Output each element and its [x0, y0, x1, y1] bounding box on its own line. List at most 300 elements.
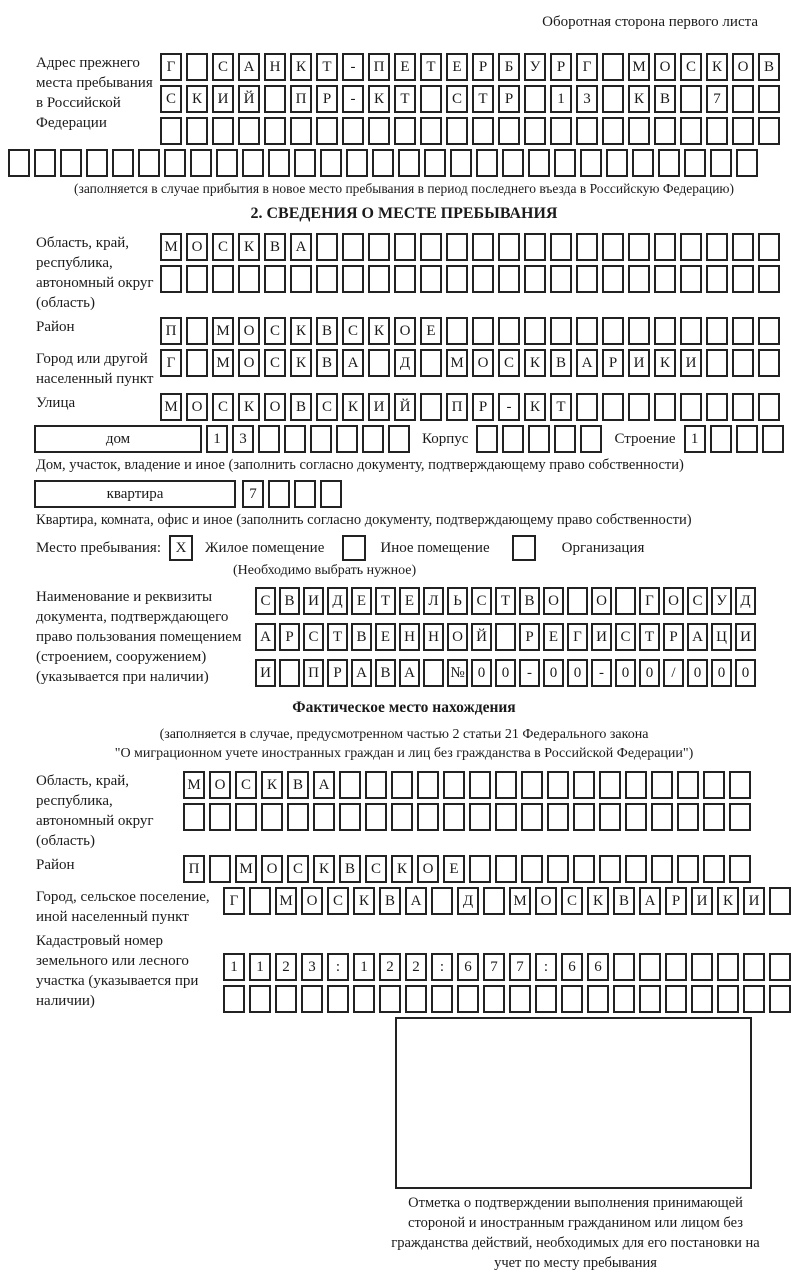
char-box[interactable]: К: [391, 855, 413, 883]
char-box[interactable]: [238, 265, 260, 293]
char-box[interactable]: Е: [443, 855, 465, 883]
char-box[interactable]: О: [238, 349, 260, 377]
char-box[interactable]: [423, 659, 444, 687]
char-box[interactable]: 0: [471, 659, 492, 687]
char-box[interactable]: О: [663, 587, 684, 615]
char-box[interactable]: [339, 803, 361, 831]
char-box[interactable]: [483, 887, 505, 915]
char-box[interactable]: О: [209, 771, 231, 799]
char-box[interactable]: [706, 349, 728, 377]
char-box[interactable]: [758, 349, 780, 377]
char-box[interactable]: И: [368, 393, 390, 421]
char-box[interactable]: М: [235, 855, 257, 883]
char-box[interactable]: К: [290, 53, 312, 81]
char-box[interactable]: О: [238, 317, 260, 345]
char-box[interactable]: [160, 265, 182, 293]
char-box[interactable]: С: [687, 587, 708, 615]
char-box[interactable]: [654, 233, 676, 261]
char-box[interactable]: [316, 265, 338, 293]
char-box[interactable]: 0: [543, 659, 564, 687]
char-box[interactable]: [654, 317, 676, 345]
char-box[interactable]: [547, 803, 569, 831]
char-box[interactable]: [216, 149, 238, 177]
char-box[interactable]: Т: [472, 85, 494, 113]
char-box[interactable]: 2: [379, 953, 401, 981]
char-box[interactable]: К: [628, 85, 650, 113]
char-box[interactable]: П: [183, 855, 205, 883]
char-box[interactable]: [758, 317, 780, 345]
char-box[interactable]: [580, 425, 602, 453]
char-box[interactable]: И: [743, 887, 765, 915]
char-box[interactable]: [573, 803, 595, 831]
char-box[interactable]: [34, 149, 56, 177]
char-box[interactable]: К: [368, 85, 390, 113]
char-box[interactable]: [268, 149, 290, 177]
char-box[interactable]: К: [717, 887, 739, 915]
char-box[interactable]: В: [264, 233, 286, 261]
char-box[interactable]: [654, 117, 676, 145]
char-box[interactable]: [446, 117, 468, 145]
char-box[interactable]: [677, 855, 699, 883]
char-box[interactable]: К: [342, 393, 364, 421]
char-box[interactable]: [365, 803, 387, 831]
char-box[interactable]: В: [375, 659, 396, 687]
char-box[interactable]: К: [706, 53, 728, 81]
char-box[interactable]: Л: [423, 587, 444, 615]
char-box[interactable]: 3: [301, 953, 323, 981]
char-box[interactable]: №: [447, 659, 468, 687]
char-box[interactable]: [420, 349, 442, 377]
char-box[interactable]: С: [561, 887, 583, 915]
char-box[interactable]: 0: [711, 659, 732, 687]
char-box[interactable]: К: [313, 855, 335, 883]
char-box[interactable]: [320, 149, 342, 177]
char-box[interactable]: М: [275, 887, 297, 915]
char-box[interactable]: [547, 771, 569, 799]
char-box[interactable]: О: [186, 393, 208, 421]
char-box[interactable]: О: [417, 855, 439, 883]
char-box[interactable]: [495, 803, 517, 831]
char-box[interactable]: [691, 985, 713, 1013]
char-box[interactable]: [372, 149, 394, 177]
char-box[interactable]: К: [290, 349, 312, 377]
char-box[interactable]: [394, 265, 416, 293]
char-box[interactable]: А: [405, 887, 427, 915]
char-box[interactable]: [732, 117, 754, 145]
char-box[interactable]: [264, 117, 286, 145]
char-box[interactable]: С: [287, 855, 309, 883]
char-box[interactable]: П: [160, 317, 182, 345]
char-box[interactable]: [524, 233, 546, 261]
char-box[interactable]: 3: [232, 425, 254, 453]
char-box[interactable]: [651, 803, 673, 831]
char-box[interactable]: С: [327, 887, 349, 915]
char-box[interactable]: М: [446, 349, 468, 377]
char-box[interactable]: 0: [735, 659, 756, 687]
char-box[interactable]: [379, 985, 401, 1013]
char-box[interactable]: [388, 425, 410, 453]
char-box[interactable]: [528, 149, 550, 177]
char-box[interactable]: 0: [615, 659, 636, 687]
char-box[interactable]: [729, 855, 751, 883]
char-box[interactable]: -: [342, 85, 364, 113]
char-box[interactable]: Е: [420, 317, 442, 345]
char-box[interactable]: [391, 771, 413, 799]
char-box[interactable]: [758, 233, 780, 261]
checkbox-other-premises[interactable]: [342, 535, 366, 561]
char-box[interactable]: -: [342, 53, 364, 81]
char-box[interactable]: Н: [264, 53, 286, 81]
char-box[interactable]: С: [235, 771, 257, 799]
char-box[interactable]: [258, 425, 280, 453]
char-box[interactable]: [424, 149, 446, 177]
char-box[interactable]: [639, 953, 661, 981]
char-box[interactable]: [472, 233, 494, 261]
char-box[interactable]: -: [519, 659, 540, 687]
char-box[interactable]: [183, 803, 205, 831]
char-box[interactable]: У: [711, 587, 732, 615]
char-box[interactable]: [457, 985, 479, 1013]
char-box[interactable]: Ц: [711, 623, 732, 651]
char-box[interactable]: С: [264, 317, 286, 345]
char-box[interactable]: [353, 985, 375, 1013]
char-box[interactable]: [212, 117, 234, 145]
char-box[interactable]: [706, 117, 728, 145]
char-box[interactable]: [476, 149, 498, 177]
char-box[interactable]: 1: [249, 953, 271, 981]
char-box[interactable]: В: [758, 53, 780, 81]
char-box[interactable]: [717, 953, 739, 981]
char-box[interactable]: А: [290, 233, 312, 261]
char-box[interactable]: П: [368, 53, 390, 81]
char-box[interactable]: [706, 393, 728, 421]
char-box[interactable]: [443, 771, 465, 799]
char-box[interactable]: [431, 887, 453, 915]
char-box[interactable]: В: [316, 349, 338, 377]
char-box[interactable]: [602, 53, 624, 81]
char-box[interactable]: М: [509, 887, 531, 915]
char-box[interactable]: [769, 953, 791, 981]
char-box[interactable]: [368, 349, 390, 377]
char-box[interactable]: [625, 803, 647, 831]
char-box[interactable]: [628, 265, 650, 293]
char-box[interactable]: В: [550, 349, 572, 377]
char-box[interactable]: [294, 149, 316, 177]
char-box[interactable]: С: [365, 855, 387, 883]
char-box[interactable]: [602, 233, 624, 261]
char-box[interactable]: О: [543, 587, 564, 615]
char-box[interactable]: [498, 233, 520, 261]
char-box[interactable]: :: [327, 953, 349, 981]
char-box[interactable]: К: [524, 349, 546, 377]
char-box[interactable]: Й: [471, 623, 492, 651]
char-box[interactable]: О: [472, 349, 494, 377]
char-box[interactable]: [301, 985, 323, 1013]
char-box[interactable]: [495, 623, 516, 651]
char-box[interactable]: Г: [567, 623, 588, 651]
char-box[interactable]: [665, 953, 687, 981]
char-box[interactable]: :: [431, 953, 453, 981]
char-box[interactable]: [472, 265, 494, 293]
char-box[interactable]: Е: [394, 53, 416, 81]
char-box[interactable]: Т: [420, 53, 442, 81]
char-box[interactable]: [420, 393, 442, 421]
char-box[interactable]: Р: [663, 623, 684, 651]
char-box[interactable]: М: [160, 233, 182, 261]
char-box[interactable]: И: [628, 349, 650, 377]
char-box[interactable]: [186, 117, 208, 145]
char-box[interactable]: В: [519, 587, 540, 615]
char-box[interactable]: [706, 233, 728, 261]
house-type-box[interactable]: дом: [34, 425, 202, 453]
char-box[interactable]: [654, 393, 676, 421]
char-box[interactable]: [342, 265, 364, 293]
char-box[interactable]: [212, 265, 234, 293]
char-box[interactable]: [368, 265, 390, 293]
char-box[interactable]: [587, 985, 609, 1013]
char-box[interactable]: [186, 349, 208, 377]
char-box[interactable]: А: [351, 659, 372, 687]
char-box[interactable]: Р: [602, 349, 624, 377]
char-box[interactable]: [290, 117, 312, 145]
char-box[interactable]: Г: [639, 587, 660, 615]
char-box[interactable]: -: [591, 659, 612, 687]
char-box[interactable]: [362, 425, 384, 453]
char-box[interactable]: [606, 149, 628, 177]
char-box[interactable]: И: [591, 623, 612, 651]
char-box[interactable]: [736, 425, 758, 453]
char-box[interactable]: [576, 117, 598, 145]
char-box[interactable]: [743, 985, 765, 1013]
char-box[interactable]: Д: [457, 887, 479, 915]
char-box[interactable]: 0: [495, 659, 516, 687]
char-box[interactable]: [264, 85, 286, 113]
char-box[interactable]: [561, 985, 583, 1013]
checkbox-residential[interactable]: X: [169, 535, 193, 561]
char-box[interactable]: [524, 85, 546, 113]
char-box[interactable]: [365, 771, 387, 799]
char-box[interactable]: [405, 985, 427, 1013]
char-box[interactable]: [550, 233, 572, 261]
char-box[interactable]: [599, 803, 621, 831]
char-box[interactable]: [550, 117, 572, 145]
char-box[interactable]: [758, 393, 780, 421]
char-box[interactable]: [628, 317, 650, 345]
char-box[interactable]: 0: [639, 659, 660, 687]
char-box[interactable]: [710, 425, 732, 453]
char-box[interactable]: Т: [327, 623, 348, 651]
char-box[interactable]: [502, 149, 524, 177]
char-box[interactable]: В: [287, 771, 309, 799]
char-box[interactable]: Р: [316, 85, 338, 113]
char-box[interactable]: [658, 149, 680, 177]
char-box[interactable]: К: [524, 393, 546, 421]
char-box[interactable]: С: [342, 317, 364, 345]
char-box[interactable]: [625, 771, 647, 799]
char-box[interactable]: С: [680, 53, 702, 81]
char-box[interactable]: 7: [706, 85, 728, 113]
char-box[interactable]: [680, 117, 702, 145]
char-box[interactable]: [483, 985, 505, 1013]
char-box[interactable]: 1: [550, 85, 572, 113]
char-box[interactable]: Ь: [447, 587, 468, 615]
char-box[interactable]: [249, 985, 271, 1013]
char-box[interactable]: Е: [543, 623, 564, 651]
char-box[interactable]: [417, 771, 439, 799]
char-box[interactable]: [769, 887, 791, 915]
char-box[interactable]: К: [238, 233, 260, 261]
char-box[interactable]: О: [654, 53, 676, 81]
char-box[interactable]: [639, 985, 661, 1013]
char-box[interactable]: [268, 480, 290, 508]
char-box[interactable]: [680, 265, 702, 293]
char-box[interactable]: [769, 985, 791, 1013]
char-box[interactable]: С: [212, 53, 234, 81]
char-box[interactable]: [613, 985, 635, 1013]
char-box[interactable]: [576, 233, 598, 261]
char-box[interactable]: [417, 803, 439, 831]
char-box[interactable]: [717, 985, 739, 1013]
char-box[interactable]: К: [353, 887, 375, 915]
char-box[interactable]: [762, 425, 784, 453]
char-box[interactable]: К: [186, 85, 208, 113]
char-box[interactable]: С: [615, 623, 636, 651]
char-box[interactable]: [524, 265, 546, 293]
char-box[interactable]: К: [587, 887, 609, 915]
char-box[interactable]: [249, 887, 271, 915]
char-box[interactable]: Р: [327, 659, 348, 687]
char-box[interactable]: И: [735, 623, 756, 651]
char-box[interactable]: [336, 425, 358, 453]
char-box[interactable]: 0: [687, 659, 708, 687]
char-box[interactable]: [677, 771, 699, 799]
char-box[interactable]: [576, 317, 598, 345]
char-box[interactable]: С: [316, 393, 338, 421]
char-box[interactable]: [576, 393, 598, 421]
char-box[interactable]: О: [591, 587, 612, 615]
char-box[interactable]: [342, 117, 364, 145]
char-box[interactable]: [580, 149, 602, 177]
char-box[interactable]: 7: [483, 953, 505, 981]
char-box[interactable]: [599, 771, 621, 799]
char-box[interactable]: [235, 803, 257, 831]
char-box[interactable]: [573, 771, 595, 799]
char-box[interactable]: [524, 317, 546, 345]
char-box[interactable]: О: [261, 855, 283, 883]
char-box[interactable]: Б: [498, 53, 520, 81]
char-box[interactable]: [86, 149, 108, 177]
char-box[interactable]: И: [255, 659, 276, 687]
char-box[interactable]: [472, 317, 494, 345]
char-box[interactable]: 6: [457, 953, 479, 981]
char-box[interactable]: Р: [472, 393, 494, 421]
char-box[interactable]: А: [313, 771, 335, 799]
char-box[interactable]: [420, 117, 442, 145]
char-box[interactable]: [732, 317, 754, 345]
char-box[interactable]: В: [654, 85, 676, 113]
char-box[interactable]: [573, 855, 595, 883]
char-box[interactable]: [680, 317, 702, 345]
char-box[interactable]: [284, 425, 306, 453]
char-box[interactable]: К: [261, 771, 283, 799]
char-box[interactable]: [186, 53, 208, 81]
char-box[interactable]: С: [303, 623, 324, 651]
char-box[interactable]: Р: [279, 623, 300, 651]
char-box[interactable]: [223, 985, 245, 1013]
char-box[interactable]: [550, 265, 572, 293]
char-box[interactable]: [264, 265, 286, 293]
char-box[interactable]: И: [680, 349, 702, 377]
char-box[interactable]: [138, 149, 160, 177]
char-box[interactable]: [469, 771, 491, 799]
char-box[interactable]: [310, 425, 332, 453]
char-box[interactable]: Н: [423, 623, 444, 651]
char-box[interactable]: [446, 233, 468, 261]
char-box[interactable]: [398, 149, 420, 177]
char-box[interactable]: [615, 587, 636, 615]
char-box[interactable]: [420, 85, 442, 113]
char-box[interactable]: Г: [160, 53, 182, 81]
char-box[interactable]: А: [342, 349, 364, 377]
char-box[interactable]: [554, 425, 576, 453]
char-box[interactable]: [758, 85, 780, 113]
char-box[interactable]: [732, 85, 754, 113]
char-box[interactable]: [313, 803, 335, 831]
char-box[interactable]: К: [238, 393, 260, 421]
char-box[interactable]: Р: [472, 53, 494, 81]
char-box[interactable]: 6: [587, 953, 609, 981]
char-box[interactable]: Е: [399, 587, 420, 615]
char-box[interactable]: [613, 953, 635, 981]
char-box[interactable]: 2: [275, 953, 297, 981]
char-box[interactable]: А: [576, 349, 598, 377]
char-box[interactable]: [186, 317, 208, 345]
char-box[interactable]: С: [264, 349, 286, 377]
char-box[interactable]: [680, 85, 702, 113]
char-box[interactable]: В: [279, 587, 300, 615]
char-box[interactable]: [736, 149, 758, 177]
char-box[interactable]: [8, 149, 30, 177]
char-box[interactable]: [654, 265, 676, 293]
char-box[interactable]: О: [394, 317, 416, 345]
char-box[interactable]: [287, 803, 309, 831]
char-box[interactable]: И: [212, 85, 234, 113]
char-box[interactable]: [602, 117, 624, 145]
char-box[interactable]: [710, 149, 732, 177]
char-box[interactable]: О: [447, 623, 468, 651]
char-box[interactable]: В: [339, 855, 361, 883]
char-box[interactable]: [498, 117, 520, 145]
char-box[interactable]: А: [687, 623, 708, 651]
char-box[interactable]: [528, 425, 550, 453]
char-box[interactable]: [628, 117, 650, 145]
char-box[interactable]: [476, 425, 498, 453]
char-box[interactable]: [732, 349, 754, 377]
char-box[interactable]: [680, 393, 702, 421]
char-box[interactable]: [498, 265, 520, 293]
char-box[interactable]: С: [160, 85, 182, 113]
char-box[interactable]: [394, 233, 416, 261]
char-box[interactable]: 7: [242, 480, 264, 508]
char-box[interactable]: М: [212, 317, 234, 345]
char-box[interactable]: [209, 855, 231, 883]
char-box[interactable]: [602, 85, 624, 113]
char-box[interactable]: Р: [665, 887, 687, 915]
char-box[interactable]: 0: [567, 659, 588, 687]
char-box[interactable]: П: [303, 659, 324, 687]
char-box[interactable]: [625, 855, 647, 883]
char-box[interactable]: В: [613, 887, 635, 915]
